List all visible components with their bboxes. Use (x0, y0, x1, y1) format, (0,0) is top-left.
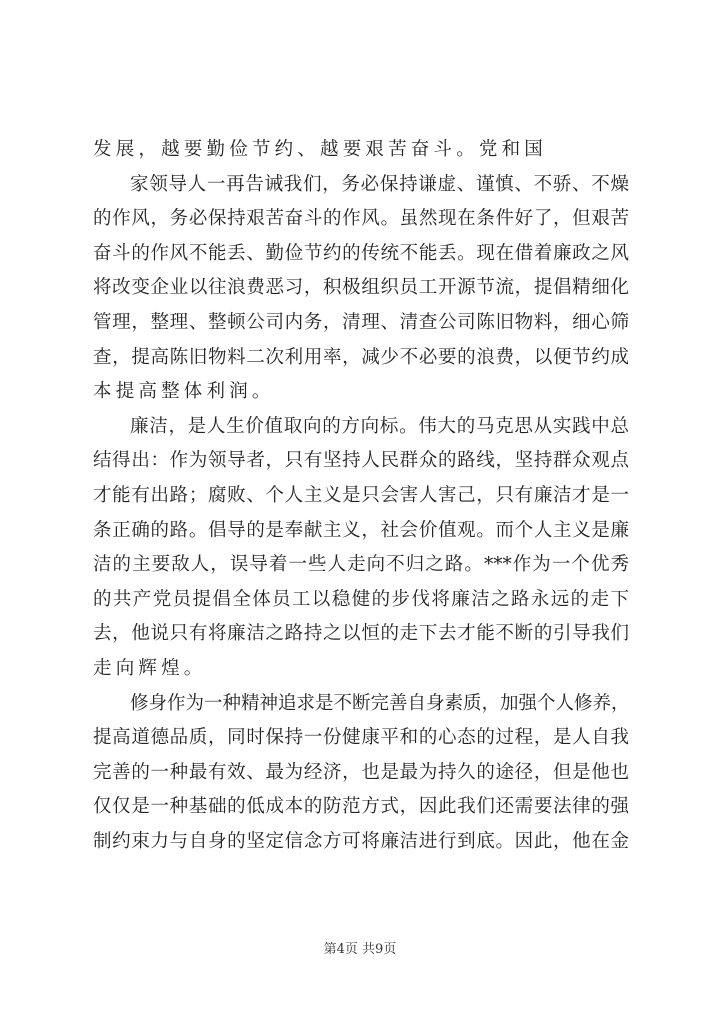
text-line: 去，他说只有将廉洁之路持之以恒的走下去才能不断的引导我们 (93, 623, 629, 645)
document-body (93, 133, 629, 859)
text-line: 奋斗的作风不能丢、勤俭节约的传统不能丢。现在借着廉政之风 (93, 242, 629, 264)
text-line: 才能有出路；腐败、个人主义是只会害人害己，只有廉洁才是一 (93, 484, 629, 506)
page-number-footer: 第4页 共9页 (323, 942, 397, 957)
text-line: 廉洁，是人生价值取向的方向标。伟大的马克思从实践中总 (130, 415, 629, 437)
text-line: 家领导人一再告诫我们，务必保持谦虚、谨慎、不骄、不燥 (130, 173, 629, 195)
text-line: 洁的主要敌人，误导着一些人走向不归之路。***作为一个优秀 (93, 554, 629, 576)
text-line: 完善的一种最有效、最为经济，也是最为持久的途径，但是他也 (93, 761, 629, 783)
text-line: 查，提高陈旧物料二次利用率，减少不必要的浪费，以便节约成 (93, 346, 629, 368)
text-line: 制约束力与自身的坚定信念方可将廉洁进行到底。因此，他在金 (93, 830, 629, 852)
text-line: 发展，越要勤俭节约、越要艰苦奋斗。党和国 (93, 139, 548, 160)
text-line: 的作风，务必保持艰苦奋斗的作风。虽然现在条件好了，但艰苦 (93, 208, 629, 230)
text-line: 管理，整理、整顿公司内务，清理、清查公司陈旧物料，细心筛 (93, 311, 629, 333)
text-line: 将改变企业以往浪费恶习，积极组织员工开源节流，提倡精细化 (93, 277, 629, 299)
text-line: 修身作为一种精神追求是不断完善自身素质，加强个人修养， (130, 692, 630, 714)
text-line: 结得出：作为领导者，只有坚持人民群众的路线，坚持群众观点 (93, 450, 629, 472)
text-line: 仅仅是一种基础的低成本的防范方式，因此我们还需要法律的强 (93, 796, 629, 818)
text-line: 条正确的路。倡导的是奉献主义，社会价值观。而个人主义是廉 (93, 519, 629, 541)
text-line: 提高道德品质，同时保持一份健康平和的心态的过程，是人自我 (93, 727, 629, 749)
text-line: 本提高整体利润。 (93, 381, 275, 403)
text-line: 的共产党员提倡全体员工以稳健的步伐将廉洁之路永远的走下 (93, 588, 629, 610)
text-line: 走向辉煌。 (93, 657, 207, 679)
